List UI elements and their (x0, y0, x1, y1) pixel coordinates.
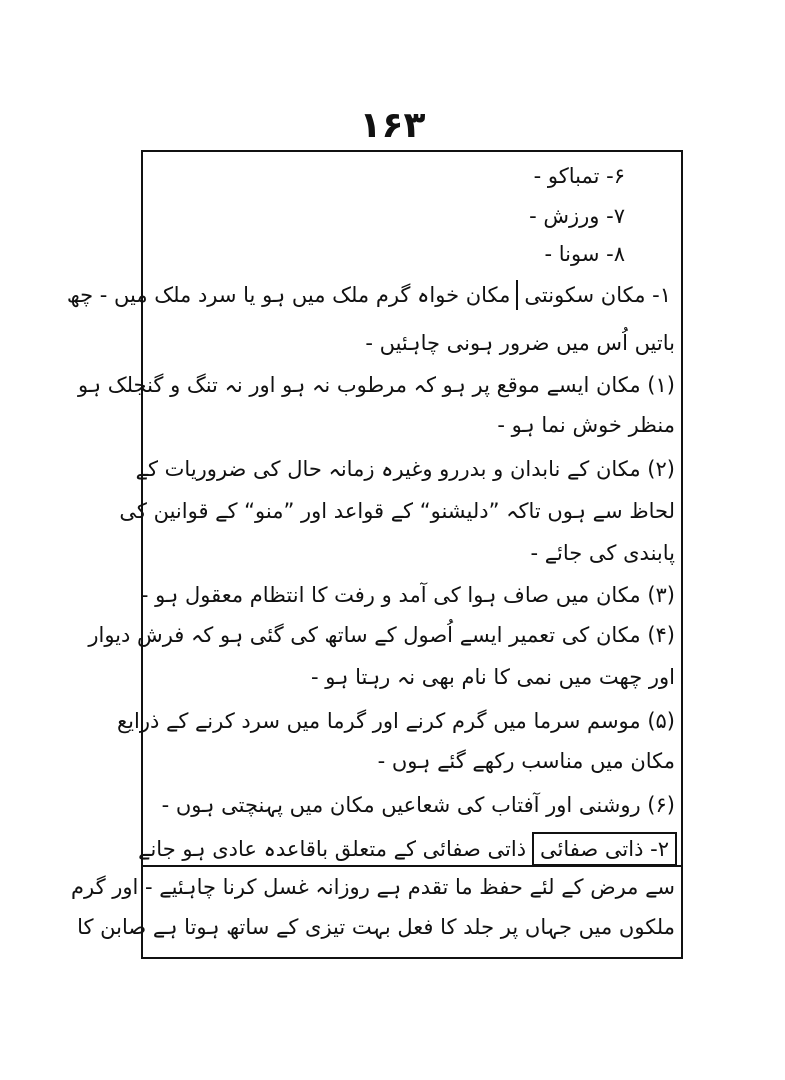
paragraph-line: مکان خواہ گرم ملک میں ہو یا سرد ملک میں - چھ (66, 283, 511, 307)
paragraph-line: (۱) مکان ایسے موقع پر ہو کہ مرطوب نہ ہو اور نہ تنگ و گنجلک ہو (77, 373, 675, 397)
section-heading-residence: ۱- مکان سکونتی (516, 280, 677, 310)
section-heading-personal-hygiene: ۲- ذاتی صفائی (532, 832, 677, 866)
page-number: ۱۶۳ (359, 105, 426, 146)
paragraph-line: ذاتی صفائی کے متعلق باقاعدہ عادی ہو جانے (138, 837, 527, 861)
paragraph-line: لحاظ سے ہوں تاکہ ”دلیشنو“ کے قواعد اور ”منو“ کے قوانین کی (119, 499, 675, 523)
list-item-sleep: ۸- سونا - (544, 242, 625, 266)
paragraph-line: ملکوں میں جہاں پر جلد کا فعل بہت تیزی کے ساتھ ہوتا ہے صابن کا (77, 915, 675, 939)
section-residence-line (66, 280, 677, 310)
paragraph-line: (۵) موسم سرما میں گرم کرنے اور گرما میں سرد کرنے کے ذرایع (116, 709, 675, 733)
paragraph-line: اور چھت میں نمی کا نام بھی نہ رہتا ہو - (311, 665, 675, 689)
paragraph-line: مکان میں مناسب رکھے گئے ہوں - (377, 749, 675, 773)
section-personal-hygiene-line (117, 832, 677, 866)
paragraph-line: (۳) مکان میں صاف ہوا کی آمد و رفت کا انتظام معقول ہو - (140, 583, 675, 607)
paragraph-line: باتیں اُس میں ضرور ہونی چاہئیں - (365, 331, 675, 355)
list-item-exercise: ۷- ورزش - (529, 204, 625, 228)
divider (141, 865, 681, 867)
paragraph-line: (۴) مکان کی تعمیر ایسے اُصول کے ساتھ کی گئی ہو کہ فرش دیوار (88, 623, 675, 647)
paragraph-line: پابندی کی جائے - (530, 541, 675, 565)
paragraph-line: منظر خوش نما ہو - (497, 413, 675, 437)
paragraph-line: سے مرض کے لئے حفظ ما تقدم ہے روزانہ غسل کرنا چاہئیے - اور گرم (70, 875, 675, 899)
paragraph-line: (۶) روشنی اور آفتاب کی شعاعیں مکان میں پہنچتی ہوں - (161, 793, 675, 817)
paragraph-line: (۲) مکان کے نابدان و بدررو وغیرہ زمانہ حال کی ضروریات کے (135, 457, 675, 481)
list-item-tobacco: ۶- تمباکو - (533, 164, 625, 188)
